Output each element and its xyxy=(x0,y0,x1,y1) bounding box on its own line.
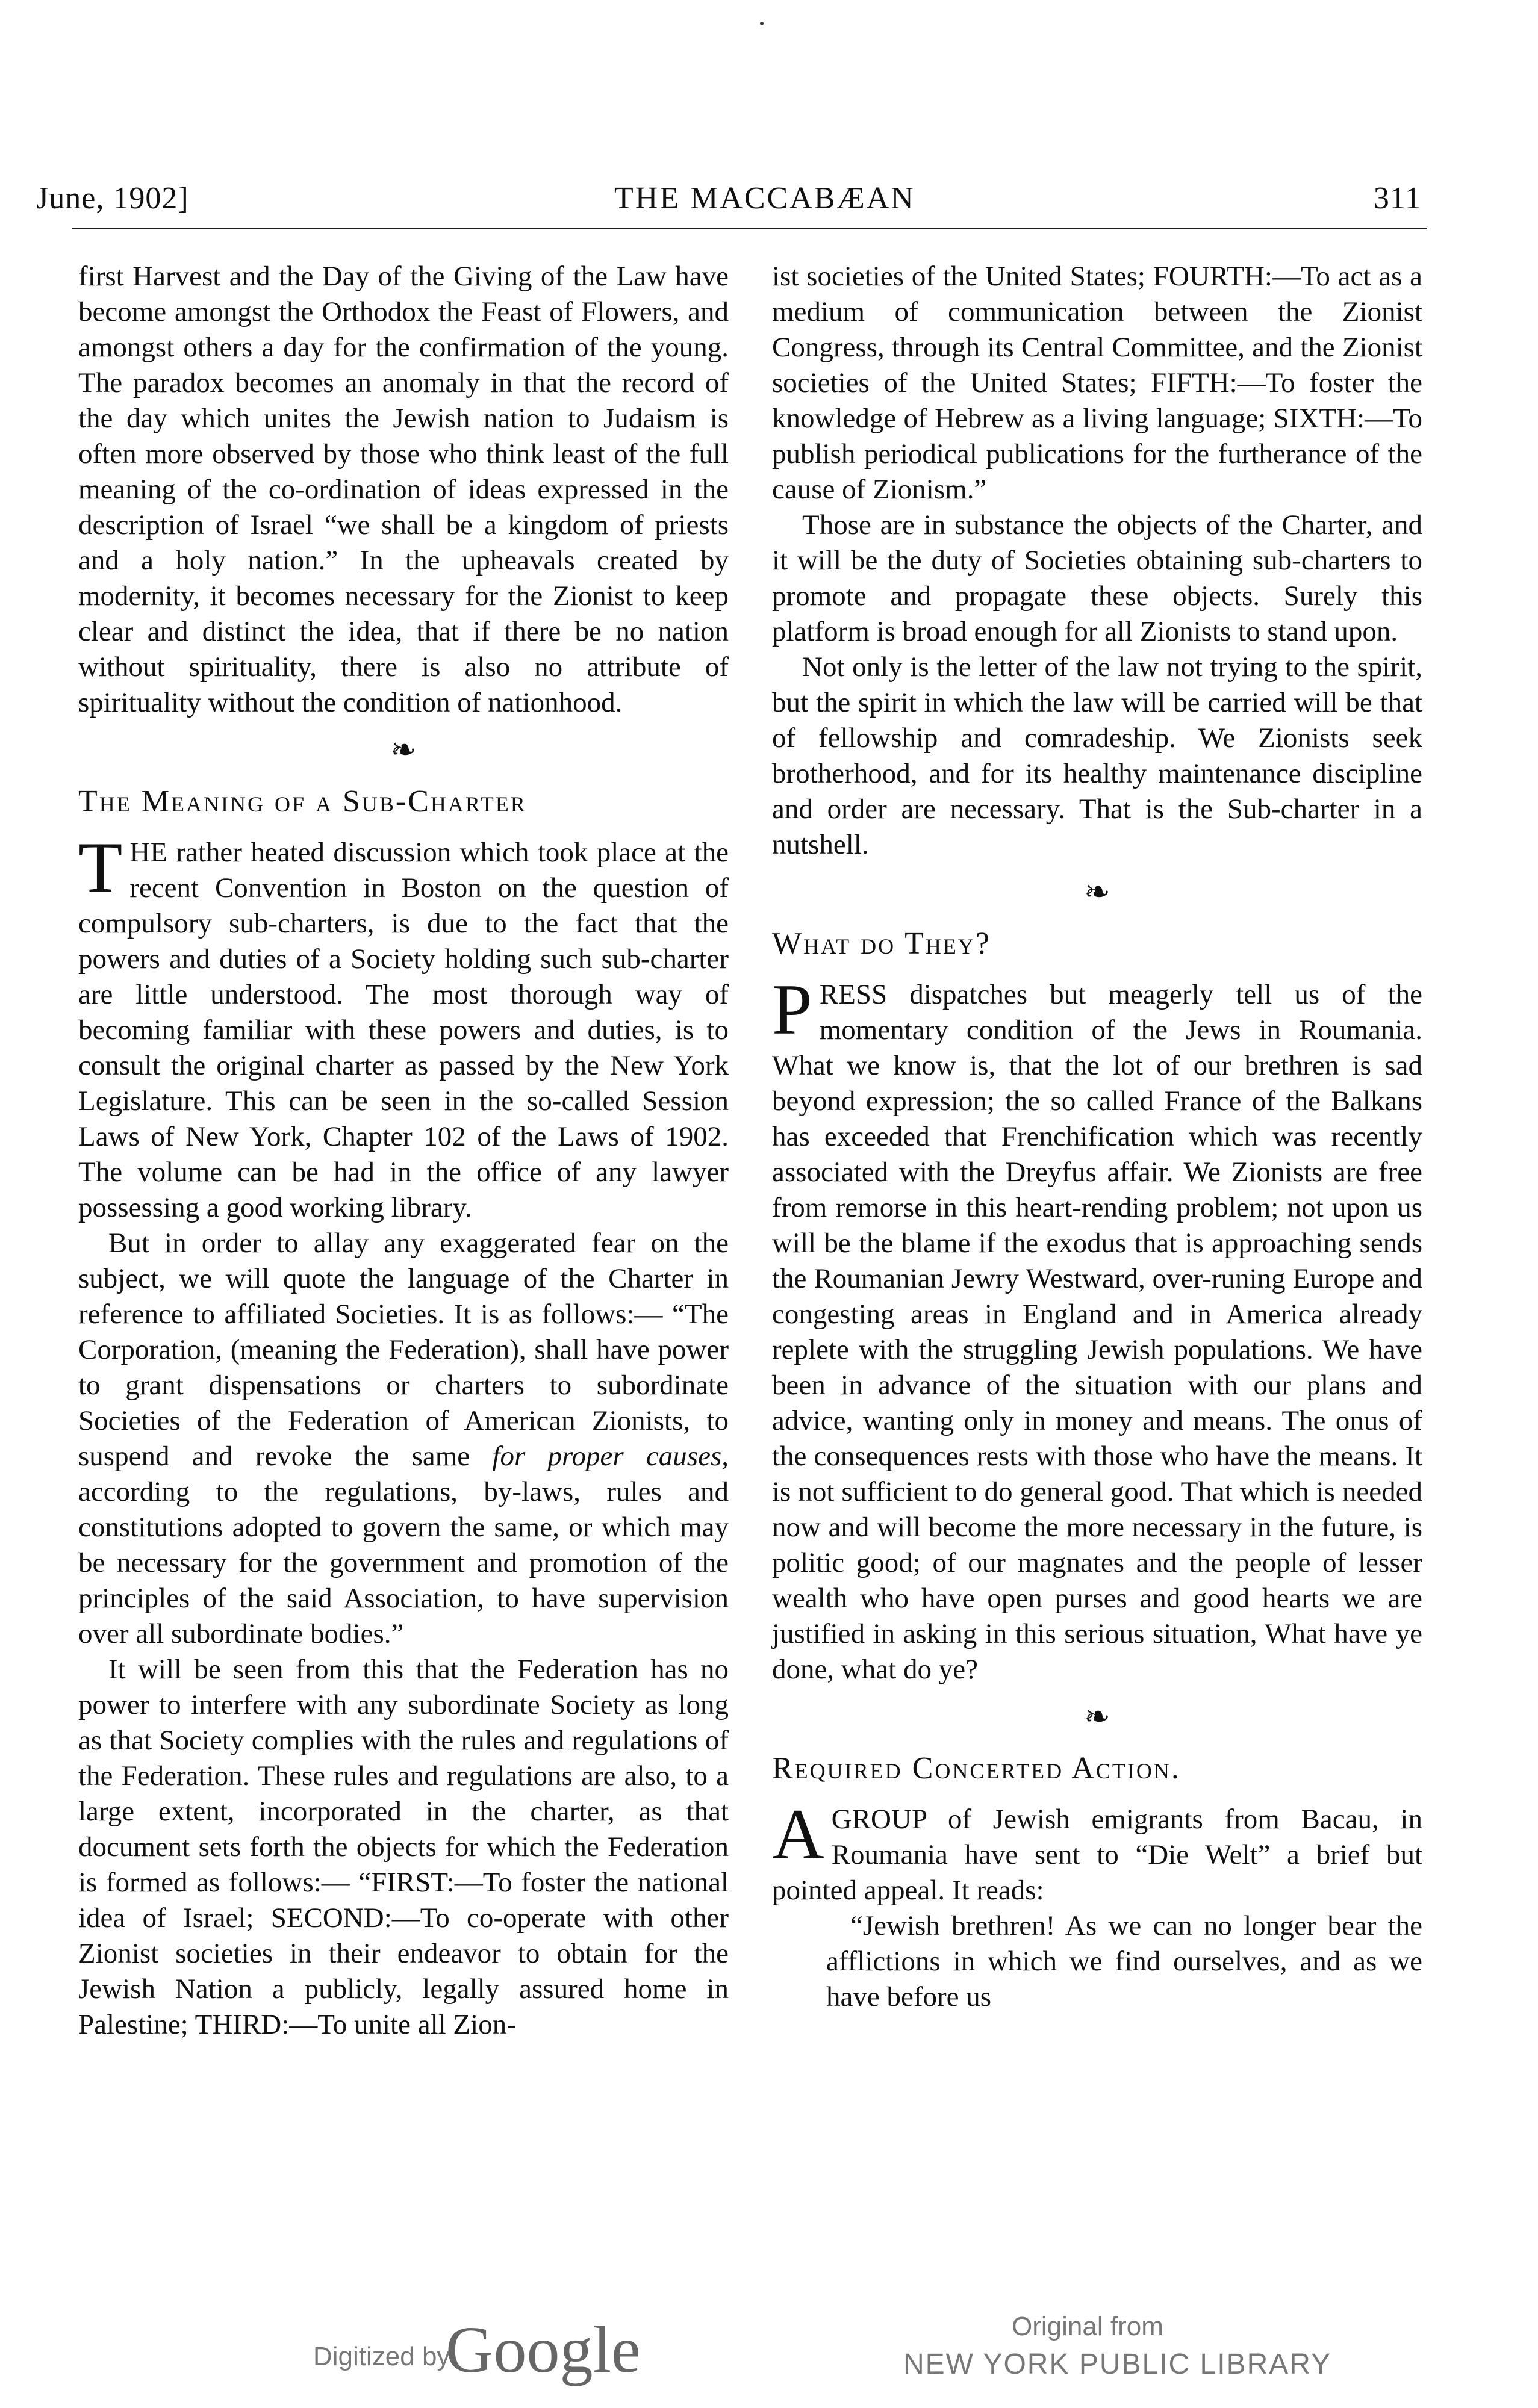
right-column xyxy=(772,259,1422,2015)
paragraph-text: according to the regulations, by-laws, rules and constitutions adopted to govern the same, or which may be necessary for the government and promotion of the principles of the said Association, to have supervision over all subordinate bodies.” xyxy=(78,1476,729,1649)
paragraph: Not only is the letter of the law not trying to the spirit, but the spirit in which the law will be carried will be that of fellowship and comradeship. We Zionists seek brotherhood, and for its healthy maintenance discipline and order are necessary. That is the Sub-charter in a nutshell. xyxy=(772,651,1422,860)
fleuron-ornament: ❧ xyxy=(1084,875,1110,910)
section-heading: Required Concerted Action. xyxy=(772,1751,1181,1786)
paragraph: ist societies of the United States; FOURTH:—To act as a medium of communication between the Zionist Congress, through its Central Committee, and the Zionist societies of the United States; FIFTH:—To foster the knowledge of Hebrew as a living language; SIXTH:—To publish periodical publications for the furtherance of the cause of Zionism.” xyxy=(772,261,1422,505)
drop-cap: T xyxy=(78,827,123,907)
paragraph-text: RESS dispatches but meagerly tell us of the momentary condition of the Jews in Roumania. What we know is, that the lot of our brethren is sad beyond expression; the so called France of the Balkans has exceeded that Frenchification which was recently associated with the Dreyfus affair. We Zionists are free from remorse in this heart-rending problem; not upon us will be the blame if the exodus that is approaching sends the Roumanian Jewry Westward, over-runing Europe and congesting areas in England and in America already replete with the struggling Jewish populations. We have been in advance of the situation with our plans and advice, wanting only in money and means. The onus of the consequences rests with those who have the means. It is not sufficient to do general good. That which is needed now and will become the more necessary in the future, is politic good; of our magnates and the people of lesser wealth who have open purses and good hearts we are justified in asking in this serious situation, What have ye done, what do ye? xyxy=(772,979,1422,1685)
block-quote: “Jewish brethren! As we can no longer bear the afflictions in which we find ourselves, and as we have before us xyxy=(826,1910,1422,2012)
digitized-by-label: Digitized by xyxy=(313,2342,450,2371)
paragraph-text: But in order to allay any exaggerated fear on the subject, we will quote the language of the Charter in reference to affiliated Societies. It is as follows:— “The Corporation, (meaning the Federation), shall have power to grant dispensations or charters to subordinate Societies of the Federation of American Zionists, to suspend and revoke the same xyxy=(78,1227,729,1472)
running-header xyxy=(36,181,1421,229)
original-from-label: Original from xyxy=(1012,2312,1163,2341)
header-title: THE MACCABÆAN xyxy=(614,181,915,216)
paragraph xyxy=(772,969,1422,1687)
fleuron-ornament: ❧ xyxy=(390,733,417,768)
section-heading: The Meaning of a Sub-Charter xyxy=(78,784,527,819)
fleuron-ornament: ❧ xyxy=(1084,1700,1110,1734)
left-column xyxy=(78,259,729,2043)
paragraph: first Harvest and the Day of the Giving of the Law have become amongst the Orthodox the Feast of Flowers, and amongst others a day for the confirmation of the young. The paradox becomes an anomaly in that the record of the day which unites the Jewish nation to Judaism is often more observed by those who think least of the full meaning of the co-ordination of ideas expressed in the description of Israel “we shall be a kingdom of priests and a holy nation.” In the upheavals created by modernity, it becomes necessary for the Zionist to keep clear and distinct the idea, that if there be no nation without spirituality, there is also no attribute of spirituality without the condition of nationhood. xyxy=(78,261,729,718)
speck-mark xyxy=(760,22,764,25)
header-date: June, 1902] xyxy=(36,181,189,216)
google-logo: Google xyxy=(446,2313,641,2386)
header-rule xyxy=(72,228,1427,229)
section-heading: What do They? xyxy=(772,926,991,961)
paragraph: It will be seen from this that the Federation has no power to interfere with any subordinate Society as long as that Society complies with the rules and regulations of the Federation. These rules and regulations are also, to a large extent, incorporated in the charter, as that document sets forth the objects for which the Federation is formed as follows:— “FIRST:—To foster the national idea of Israel; SECOND:—To co-operate with other Zionist societies in their endeavor to obtain for the Jewish Nation a publicly, legally assured home in Palestine; THIRD:—To unite all Zion- xyxy=(78,1654,729,2040)
italic-phrase: for proper causes, xyxy=(492,1441,729,1472)
paragraph-text: GROUP of Jewish emigrants from Bacau, in Roumania have sent to “Die Welt” a brief but pointed appeal. It reads: xyxy=(772,1804,1422,1906)
paragraph xyxy=(78,827,729,1226)
drop-cap: P xyxy=(772,969,812,1049)
page-number: 311 xyxy=(1373,181,1421,216)
drop-cap: A xyxy=(772,1794,824,1874)
paragraph: Those are in substance the objects of the Charter, and it will be the duty of Societies obtaining sub-charters to promote and propagate these objects. Surely this platform is broad enough for all Zionists to stand upon. xyxy=(772,509,1422,647)
paragraph xyxy=(772,1794,1422,1908)
paragraph xyxy=(78,1226,729,1652)
digitization-footer xyxy=(0,2300,1538,2384)
paragraph-text: HE rather heated discussion which took place at the recent Convention in Boston on the question of compulsory sub-charters, is due to the fact that the powers and duties of a Society holding such sub-charter are little understood. The most thorough way of becoming familiar with these powers and duties, is to consult the original charter as passed by the New York Legislature. This can be seen in the so-called Session Laws of New York, Chapter 102 of the Laws of 1902. The volume can be had in the office of any lawyer possessing a good working library. xyxy=(78,837,729,1223)
library-name: NEW YORK PUBLIC LIBRARY xyxy=(903,2348,1332,2380)
